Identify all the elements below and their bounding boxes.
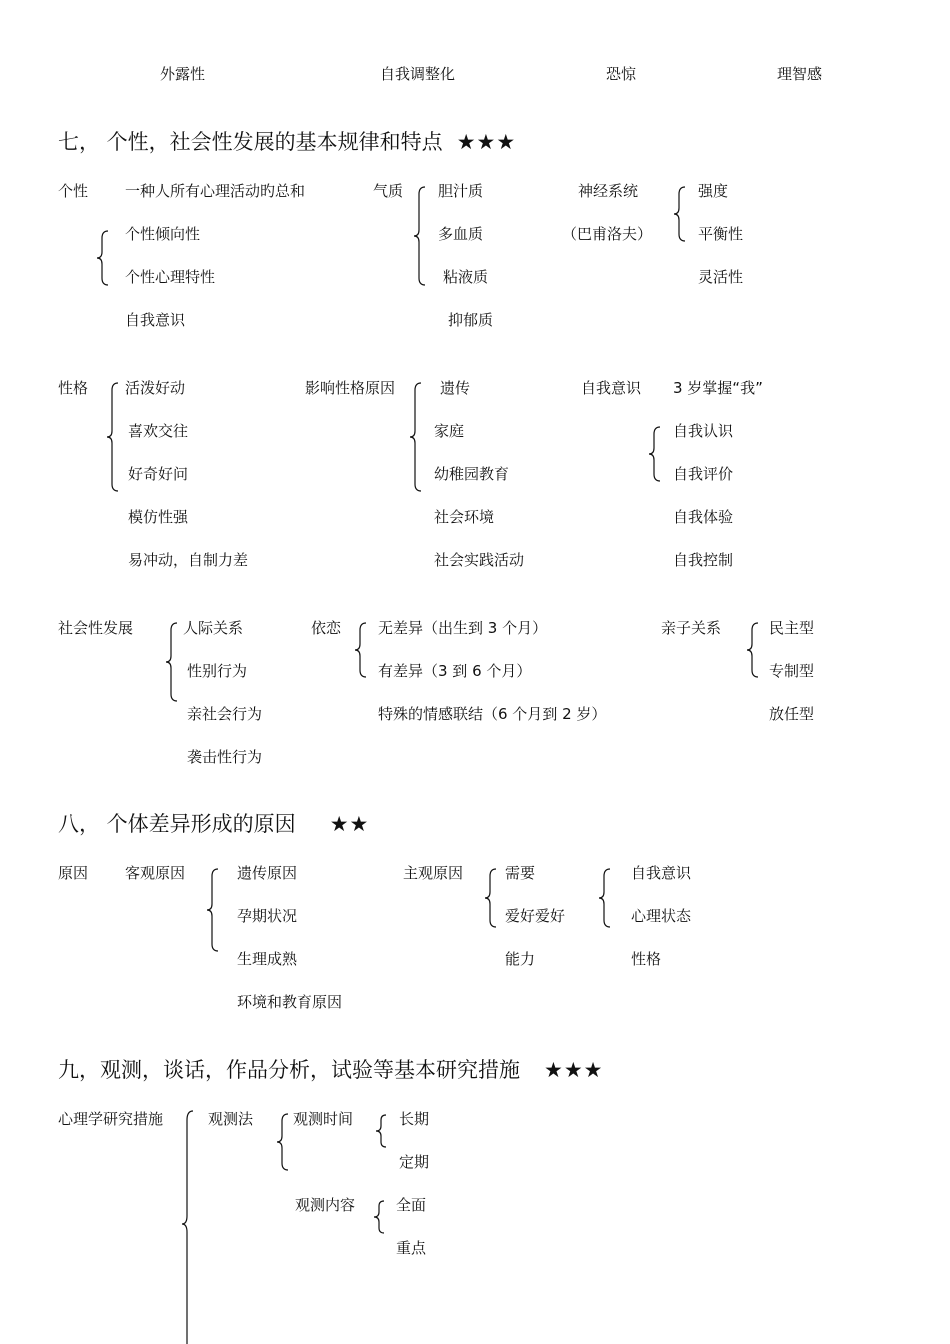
character-item: 模仿性强 [128,508,189,526]
character-item: 活泼好动 [125,379,186,397]
subjective-cause-item: 能力 [505,950,536,968]
subjective-brace-a [484,868,500,928]
observation-time-brace [375,1114,389,1148]
personality-item: 个性心理特性 [125,268,216,286]
objective-cause-item: 生理成熟 [237,950,298,968]
temperament-type: 胆汁质 [438,182,484,200]
character-brace [106,382,122,492]
observation-content-item: 全面 [396,1196,427,1214]
personality-label: 个性 [58,182,89,200]
parent-child-item: 专制型 [769,662,815,680]
top-item-1: 外露性 [160,65,206,83]
self-awareness-brace [648,426,664,482]
observation-time-item: 定期 [399,1153,430,1171]
social-item: 人际关系 [183,619,244,637]
personality-brace [96,230,112,286]
self-awareness-note: 3 岁掌握“我” [673,379,763,397]
nerve-prop: 强度 [698,182,729,200]
personality-item: 个性倾向性 [125,225,201,243]
objective-cause-label: 客观原因 [125,864,186,882]
subjective-cause-item: 爱好爱好 [505,907,566,925]
influence-item: 社会实践活动 [434,551,525,569]
parent-child-brace [746,622,762,678]
observation-time-item: 长期 [399,1110,430,1128]
influence-item: 遗传 [440,379,471,397]
temperament-label: 气质 [373,182,404,200]
personality-definition: 一种人所有心理活动旳总和 [125,182,306,200]
research-methods-brace [181,1110,197,1344]
influence-label: 影响性格原因 [305,379,396,397]
character-item: 好奇好问 [128,465,189,483]
observation-content-label: 观测内容 [295,1196,356,1214]
top-item-3: 恐惊 [606,65,637,83]
influence-item: 社会环境 [434,508,495,526]
self-awareness-label: 自我意识 [581,379,642,397]
section-7-title: 七， 个性，社会性发展的基本规律和特点 [58,130,443,154]
temperament-type: 粘液质 [443,268,489,286]
attachment-item: 有差异（3 到 6 个月） [378,662,532,680]
social-label: 社会性发展 [58,619,134,637]
self-awareness-item: 自我评价 [673,465,734,483]
cause-label: 原因 [58,864,89,882]
section-7-heading [58,128,516,156]
social-brace [165,622,181,702]
top-item-2: 自我调整化 [380,65,456,83]
subjective-cause-item: 需要 [505,864,536,882]
parent-child-item: 放任型 [769,705,815,723]
section-8-stars: ★★ [329,812,370,836]
subjective-cause-item: 自我意识 [631,864,692,882]
subjective-brace-b [598,868,614,928]
nerve-system-label: 神经系统 [578,182,639,200]
social-item: 袭击性行为 [187,748,263,766]
section-7-stars: ★★★ [456,130,517,154]
objective-cause-item: 遗传原因 [237,864,298,882]
top-item-4: 理智感 [777,65,823,83]
nerve-prop: 平衡性 [698,225,744,243]
section-9-heading [58,1056,603,1084]
nerve-system-sub: （巴甫洛夫） [562,225,653,243]
character-item: 易冲动，自制力差 [128,551,249,569]
influence-item: 幼稚园教育 [434,465,510,483]
section-8-heading [58,810,369,838]
objective-cause-item: 环境和教育原因 [237,993,343,1011]
nerve-prop: 灵活性 [698,268,744,286]
temperament-type: 抑郁质 [448,311,494,329]
parent-child-label: 亲子关系 [661,619,722,637]
self-awareness-item: 自我控制 [673,551,734,569]
parent-child-item: 民主型 [769,619,815,637]
objective-brace [206,868,222,952]
character-item: 喜欢交往 [128,422,189,440]
observation-method-label: 观测法 [208,1110,254,1128]
subjective-cause-item: 性格 [631,950,662,968]
attachment-item: 无差异（出生到 3 个月） [378,619,548,637]
observation-method-brace [276,1113,292,1171]
section-9-title: 九，观测，谈话，作品分析，试验等基本研究措施 [58,1058,520,1082]
self-awareness-item: 自我体验 [673,508,734,526]
influence-brace [409,382,425,492]
section-8-title: 八， 个体差异形成的原因 [58,812,296,836]
temperament-brace [413,186,429,286]
observation-content-brace [373,1200,387,1234]
attachment-item: 特殊的情感联结（6 个月到 2 岁） [378,705,607,723]
observation-content-item: 重点 [396,1239,427,1257]
self-awareness-item: 自我认识 [673,422,734,440]
character-label: 性格 [58,379,89,397]
social-item: 性别行为 [187,662,248,680]
research-methods-label: 心理学研究措施 [58,1110,164,1128]
nerve-brace [673,186,689,242]
observation-time-label: 观测时间 [293,1110,354,1128]
objective-cause-item: 孕期状况 [237,907,298,925]
social-item: 亲社会行为 [187,705,263,723]
influence-item: 家庭 [434,422,465,440]
subjective-cause-item: 心理状态 [631,907,692,925]
section-9-stars: ★★★ [544,1058,604,1082]
attachment-label: 依恋 [311,619,342,637]
subjective-cause-label: 主观原因 [403,864,464,882]
attachment-brace [354,622,370,678]
personality-item: 自我意识 [125,311,186,329]
temperament-type: 多血质 [438,225,484,243]
